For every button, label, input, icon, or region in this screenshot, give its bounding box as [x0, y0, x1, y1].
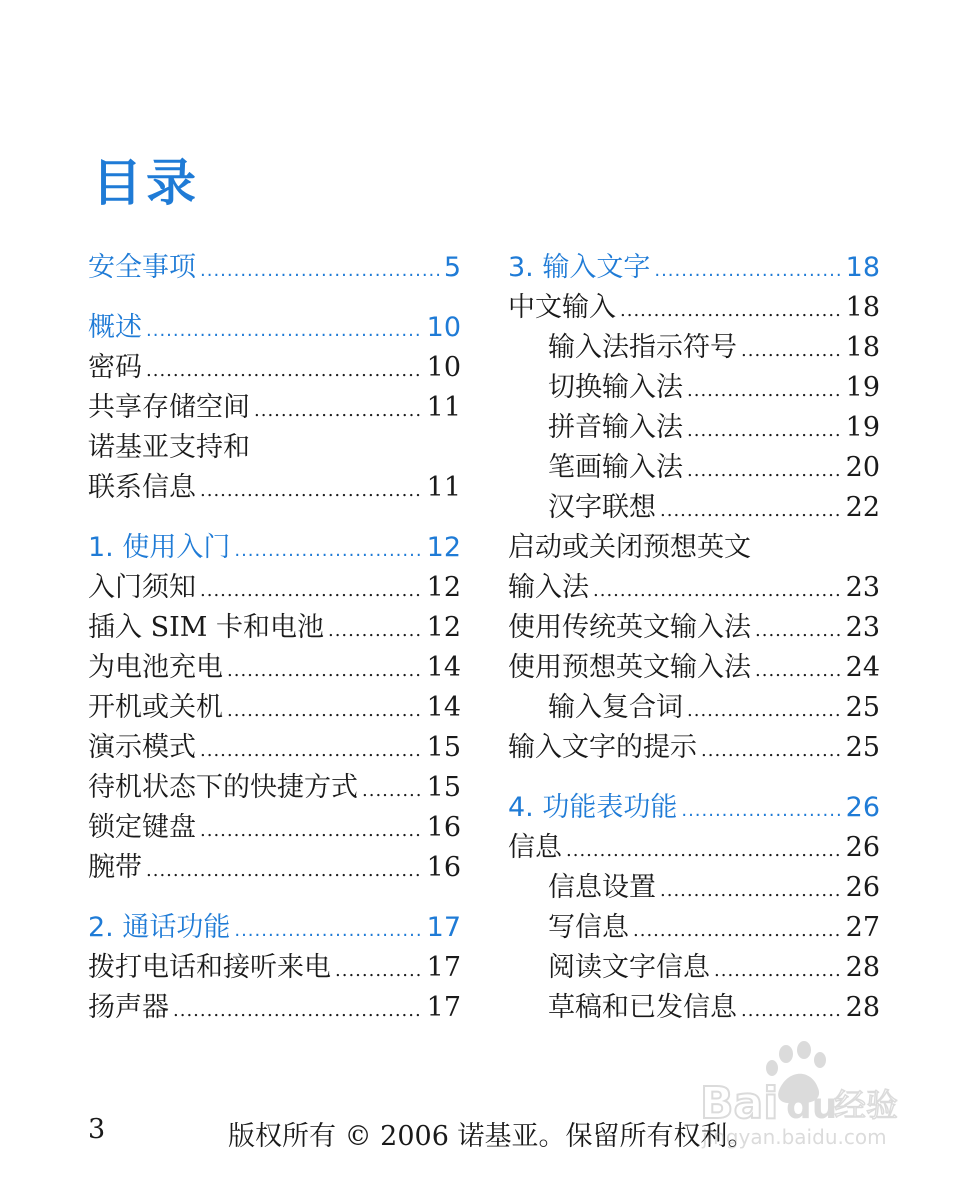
- toc-entry[interactable]: [508, 908, 880, 948]
- toc-leader-dots: [173, 991, 423, 1028]
- toc-page-number: 18: [845, 332, 880, 363]
- toc-entry[interactable]: [508, 828, 880, 868]
- toc-section: [88, 528, 461, 888]
- toc-entry[interactable]: [508, 728, 880, 768]
- toc-leader-dots: [566, 831, 842, 868]
- toc-entry-title: 1. 使用入门: [88, 532, 231, 563]
- toc-entry-title: 2. 通话功能: [88, 912, 231, 943]
- toc-right-column: [508, 248, 880, 1048]
- toc-section: [508, 248, 880, 768]
- toc-leader-dots: [741, 991, 842, 1028]
- toc-chapter-entry[interactable]: [88, 908, 461, 948]
- toc-leader-dots: [687, 371, 842, 408]
- toc-page-number: 26: [845, 832, 880, 863]
- toc-page-number: 17: [426, 912, 461, 943]
- toc-leader-dots: [687, 411, 842, 448]
- toc-page-number: 16: [426, 812, 461, 843]
- toc-entry: [88, 428, 461, 468]
- toc-page-number: 26: [845, 872, 880, 903]
- toc-leader-dots: [146, 311, 423, 348]
- footer-page-number: 3: [88, 1114, 106, 1145]
- svg-text:jingyan.baidu.com: jingyan.baidu.com: [702, 1125, 887, 1149]
- toc-entry-title: 中文输入: [508, 292, 616, 323]
- toc-entry[interactable]: [88, 648, 461, 688]
- toc-leader-dots: [146, 351, 423, 388]
- toc-page-number: 28: [845, 952, 880, 983]
- toc-leader-dots: [660, 491, 842, 528]
- toc-entry-title: 联系信息: [88, 472, 196, 503]
- toc-left-column: [88, 248, 461, 1048]
- toc-entry-title: 诺基亚支持和: [88, 432, 250, 463]
- toc-leader-dots: [701, 731, 842, 768]
- toc-leader-dots: [200, 571, 423, 608]
- toc-entry-title: 待机状态下的快捷方式: [88, 772, 358, 803]
- toc-page-number: 22: [845, 492, 880, 523]
- toc-page-number: 11: [426, 392, 461, 423]
- toc-entry-title: 使用传统英文输入法: [508, 612, 751, 643]
- toc-entry[interactable]: [508, 988, 880, 1028]
- toc-leader-dots: [200, 471, 423, 508]
- toc-entry-title: 锁定键盘: [88, 812, 196, 843]
- toc-page-number: 14: [426, 652, 461, 683]
- toc-leader-dots: [234, 531, 422, 568]
- toc-leader-dots: [755, 651, 842, 688]
- toc-leader-dots: [714, 951, 842, 988]
- toc-entry[interactable]: [88, 988, 461, 1028]
- toc-entry-title: 密码: [88, 352, 142, 383]
- toc-entry[interactable]: [88, 848, 461, 888]
- toc-leader-dots: [687, 691, 842, 728]
- toc-leader-dots: [741, 331, 842, 368]
- toc-leader-dots: [620, 291, 842, 328]
- toc-entry-title: 3. 输入文字: [508, 252, 651, 283]
- svg-text:du: du: [786, 1086, 838, 1127]
- toc-entry-title: 笔画输入法: [548, 452, 683, 483]
- toc-entry-title: 草稿和已发信息: [548, 992, 737, 1023]
- toc-leader-dots: [654, 251, 841, 288]
- toc-entry-title: 演示模式: [88, 732, 196, 763]
- toc-leader-dots: [660, 871, 842, 908]
- toc-entry-title: 输入文字的提示: [508, 732, 697, 763]
- toc-entry[interactable]: [88, 388, 461, 428]
- toc-entry[interactable]: [508, 648, 880, 688]
- toc-entry[interactable]: [88, 728, 461, 768]
- toc-leader-dots: [146, 851, 423, 888]
- toc-leader-dots: [200, 731, 423, 768]
- toc-entry-title: 切换输入法: [548, 372, 683, 403]
- toc-entry[interactable]: [88, 688, 461, 728]
- toc-entry-title: 开机或关机: [88, 692, 223, 723]
- toc-entry-title: 阅读文字信息: [548, 952, 710, 983]
- toc-entry[interactable]: [508, 448, 880, 488]
- toc-page-number: 25: [845, 692, 880, 723]
- toc-entry-title: 拼音输入法: [548, 412, 683, 443]
- toc-page-number: 18: [845, 252, 880, 283]
- page-title: 目录: [92, 153, 200, 212]
- toc-page-number: 12: [426, 612, 461, 643]
- toc-page-number: 25: [845, 732, 880, 763]
- toc-page-number: 20: [845, 452, 880, 483]
- toc-entry-title: 扬声器: [88, 992, 169, 1023]
- toc-page-number: 27: [845, 912, 880, 943]
- toc-entry-title: 腕带: [88, 852, 142, 883]
- toc-entry[interactable]: [88, 468, 461, 508]
- toc-chapter-entry[interactable]: [508, 248, 880, 288]
- toc-entry-title: 输入复合词: [548, 692, 683, 723]
- toc-leader-dots: [200, 251, 440, 288]
- toc-entry[interactable]: [88, 768, 461, 808]
- toc-entry-title: 写信息: [548, 912, 629, 943]
- toc-page-number: 14: [426, 692, 461, 723]
- toc-leader-dots: [254, 391, 423, 428]
- toc-leader-dots: [200, 811, 423, 848]
- toc-chapter-entry[interactable]: [88, 528, 461, 568]
- toc-entry-title: 插入 SIM 卡和电池: [88, 612, 324, 643]
- toc-page-number: 10: [426, 352, 461, 383]
- toc-page-number: 15: [426, 732, 461, 763]
- toc-entry[interactable]: [508, 608, 880, 648]
- toc-section: [88, 308, 461, 508]
- toc-entry-title: 输入法: [508, 572, 589, 603]
- svg-text:经验: 经验: [834, 1086, 899, 1124]
- toc-entry[interactable]: [508, 568, 880, 608]
- toc-entry-title: 共享存储空间: [88, 392, 250, 423]
- toc-page-number: 12: [426, 532, 461, 563]
- toc-entry-title: 信息设置: [548, 872, 656, 903]
- toc-entry[interactable]: [508, 868, 880, 908]
- toc-entry[interactable]: [508, 368, 880, 408]
- toc-page-number: 19: [845, 372, 880, 403]
- toc-chapter-entry[interactable]: [508, 788, 880, 828]
- toc-page-number: 10: [426, 312, 461, 343]
- toc-page-number: 5: [443, 252, 461, 283]
- toc-entry-title: 信息: [508, 832, 562, 863]
- toc-entry[interactable]: [88, 808, 461, 848]
- toc-page-number: 17: [426, 992, 461, 1023]
- toc-page-number: 19: [845, 412, 880, 443]
- toc-leader-dots: [227, 691, 423, 728]
- toc-entry[interactable]: [508, 408, 880, 448]
- toc-page-number: 15: [426, 772, 461, 803]
- toc-page-number: 23: [845, 572, 880, 603]
- toc-leader-dots: [335, 951, 423, 988]
- toc-entry[interactable]: [508, 288, 880, 328]
- toc-entry-title: 安全事项: [88, 252, 196, 283]
- toc-entry-title: 入门须知: [88, 572, 196, 603]
- toc-page-number: 18: [845, 292, 880, 323]
- toc-leader-dots: [227, 651, 423, 688]
- toc-chapter-entry[interactable]: [88, 248, 461, 288]
- toc-page-number: 28: [845, 992, 880, 1023]
- toc-entry[interactable]: [88, 948, 461, 988]
- toc-entry-title: 输入法指示符号: [548, 332, 737, 363]
- toc-entry-title: 拨打电话和接听来电: [88, 952, 331, 983]
- footer-copyright: 版权所有 © 2006 诺基亚。保留所有权利。: [228, 1121, 755, 1152]
- toc-leader-dots: [687, 451, 842, 488]
- toc-leader-dots: [593, 571, 842, 608]
- toc-entry[interactable]: [508, 688, 880, 728]
- toc-leader-dots: [328, 611, 423, 648]
- toc-entry-title: 汉字联想: [548, 492, 656, 523]
- toc-page-number: 11: [426, 472, 461, 503]
- toc-entry: [508, 528, 880, 568]
- toc-entry[interactable]: [508, 948, 880, 988]
- toc-entry-title: 使用预想英文输入法: [508, 652, 751, 683]
- toc-entry[interactable]: [88, 568, 461, 608]
- toc-entry-title: 概述: [88, 312, 142, 343]
- toc-page-number: 23: [845, 612, 880, 643]
- toc-leader-dots: [681, 791, 841, 828]
- toc-leader-dots: [362, 771, 423, 808]
- toc-entry[interactable]: [508, 328, 880, 368]
- toc-entry[interactable]: [508, 488, 880, 528]
- toc-leader-dots: [234, 911, 422, 948]
- toc-page-number: 24: [845, 652, 880, 683]
- toc-leader-dots: [755, 611, 842, 648]
- toc-page-number: 12: [426, 572, 461, 603]
- toc-leader-dots: [633, 911, 842, 948]
- toc-entry[interactable]: [88, 608, 461, 648]
- toc-page-number: 16: [426, 852, 461, 883]
- toc-page-number: 17: [426, 952, 461, 983]
- toc-section: [88, 248, 461, 288]
- toc-entry-title: 4. 功能表功能: [508, 792, 678, 823]
- toc-page-number: 26: [845, 792, 880, 823]
- svg-text:Bai: Bai: [700, 1078, 779, 1129]
- toc-entry-title: 为电池充电: [88, 652, 223, 683]
- toc-entry-title: 启动或关闭预想英文: [508, 532, 751, 563]
- toc-section: [508, 788, 880, 1028]
- toc-section: [88, 908, 461, 1028]
- toc-entry[interactable]: [88, 348, 461, 388]
- toc-chapter-entry[interactable]: [88, 308, 461, 348]
